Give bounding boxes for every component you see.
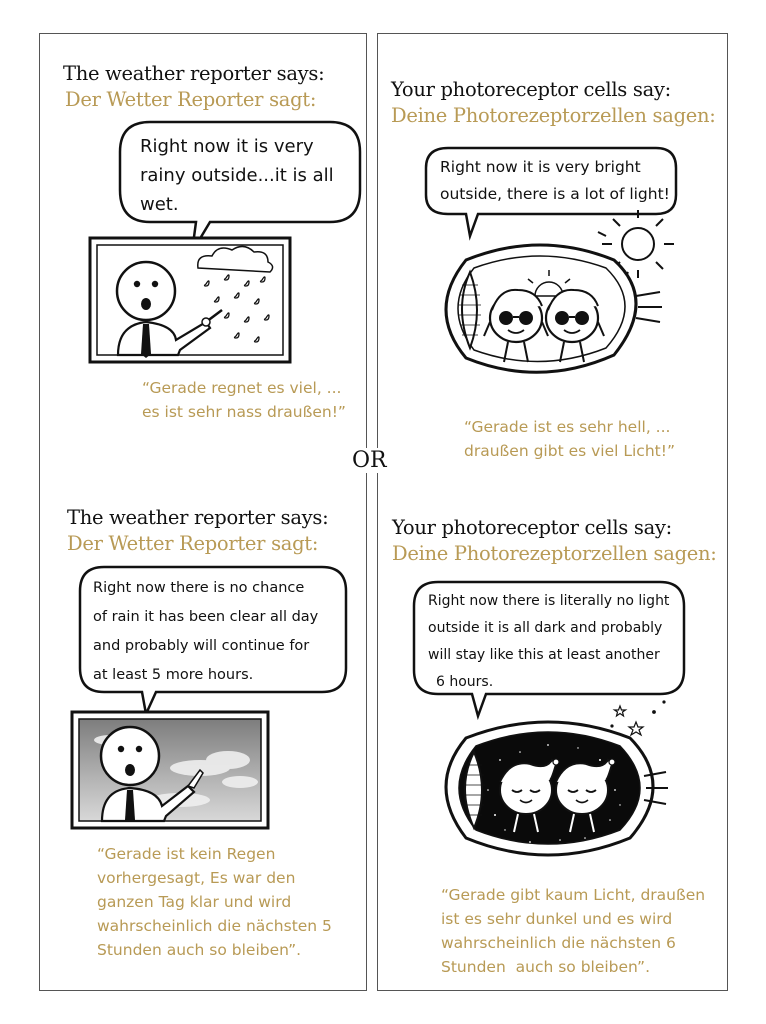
bubble-text-clear [93, 574, 318, 690]
bubble-text-dark [428, 588, 669, 696]
heading-photoreceptor-en-bottom: Your photoreceptor cells say: [392, 516, 672, 539]
bubble-text-rain [140, 132, 334, 219]
bubble-line: rainy outside...it is all [140, 165, 334, 186]
bubble-line: Right now it is very bright [440, 158, 641, 176]
bubble-text-bright [440, 154, 670, 208]
stars-icon [611, 701, 665, 735]
caption-line: vorhergesagt, Es war den [97, 869, 296, 887]
bubble-line: Right now there is literally no light [428, 593, 670, 609]
caption-line: es ist sehr nass draußen!” [142, 403, 346, 421]
heading-photoreceptor-de-top: Deine Photorezeptorzellen sagen: [391, 104, 716, 127]
bubble-line: of rain it has been clear all day [93, 609, 319, 625]
heading-weather-de-top: Der Wetter Reporter sagt: [65, 88, 317, 111]
heading-weather-en-top: The weather reporter says: [63, 62, 325, 85]
bubble-line: Right now it is very [140, 136, 314, 157]
caption-line: draußen gibt es viel Licht!” [464, 442, 675, 460]
caption-clear [97, 842, 332, 962]
bubble-line: at least 5 more hours. [93, 667, 254, 683]
heading-weather-de-bottom: Der Wetter Reporter sagt: [67, 532, 319, 555]
caption-line: wahrscheinlich die nächsten 6 [441, 934, 676, 952]
bubble-line: wet. [140, 194, 179, 215]
bubble-line: and probably will continue for [93, 638, 310, 654]
caption-line: Stunden auch so bleiben”. [97, 941, 302, 959]
bubble-line: outside it is all dark and probably [428, 620, 663, 636]
caption-line: “Gerade ist kein Regen [97, 845, 276, 863]
heading-photoreceptor-en-top: Your photoreceptor cells say: [391, 78, 671, 101]
or-divider: OR [352, 448, 387, 473]
heading-photoreceptor-de-bottom: Deine Photorezeptorzellen sagen: [392, 542, 717, 565]
bubble-line: 6 hours. [436, 674, 494, 690]
caption-dark [441, 883, 705, 979]
caption-line: “Gerade gibt kaum Licht, draußen [441, 886, 706, 904]
bubble-line: will stay like this at least another [428, 647, 660, 663]
caption-line: ganzen Tag klar und wird [97, 893, 292, 911]
caption-line: Stunden auch so bleiben”. [441, 958, 650, 976]
bubble-line: outside, there is a lot of light! [440, 185, 670, 203]
caption-rain [142, 376, 346, 424]
caption-bright [464, 415, 675, 463]
caption-line: “Gerade regnet es viel, ... [142, 379, 342, 397]
caption-line: “Gerade ist es sehr hell, ... [464, 418, 671, 436]
bubble-line: Right now there is no chance [93, 580, 305, 596]
caption-line: ist es sehr dunkel und es wird [441, 910, 673, 928]
caption-line: wahrscheinlich die nächsten 5 [97, 917, 332, 935]
heading-weather-en-bottom: The weather reporter says: [67, 506, 329, 529]
